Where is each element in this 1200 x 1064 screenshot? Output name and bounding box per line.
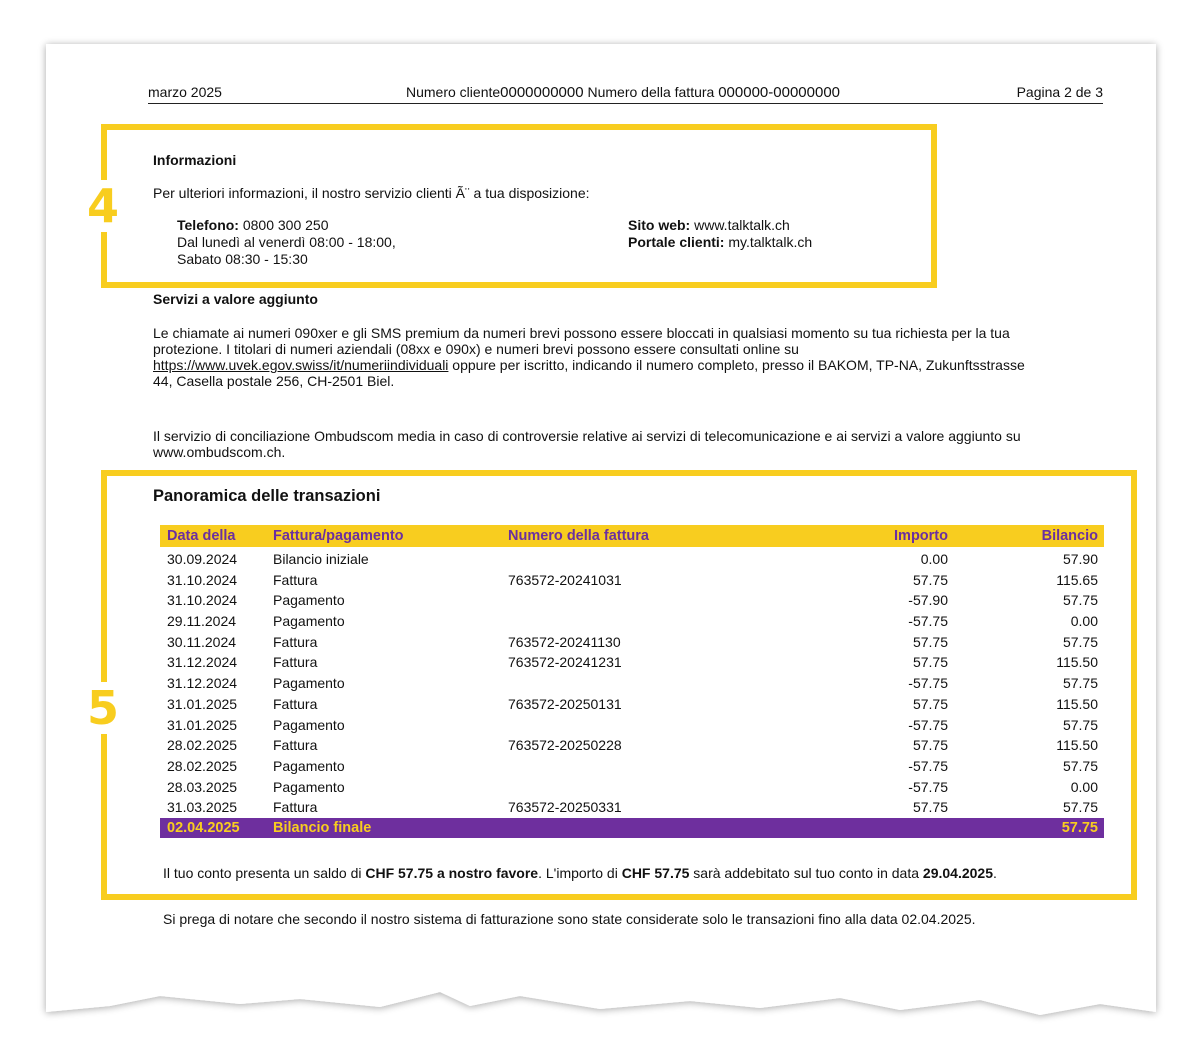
- vas-paragraph-1: [153, 325, 1083, 389]
- table-row: [160, 777, 1104, 798]
- row-balance: 57.75: [1062, 633, 1098, 650]
- web-label: Sito web:: [628, 217, 691, 233]
- final-label: Bilancio finale: [273, 820, 372, 836]
- row-amount: -57.75: [908, 613, 948, 630]
- row-balance: 57.75: [1062, 757, 1098, 774]
- header-divider: [148, 103, 1103, 104]
- summary-amount1: CHF 57.75 a nostro favore: [365, 865, 539, 881]
- row-date: 31.01.2025: [167, 695, 238, 712]
- row-type: Pagamento: [273, 675, 345, 692]
- vas-paragraph-2: [153, 428, 1083, 460]
- table-row: [160, 673, 1104, 694]
- vas-p1-line1: Le chiamate ai numeri 090xer e gli SMS premium da numeri brevi possono essere bloccati in qualsiasi momento su tua richiesta per la tua: [153, 325, 1010, 341]
- balance-summary: [163, 865, 997, 881]
- row-amount: 57.75: [912, 571, 948, 588]
- row-balance: 115.65: [1056, 571, 1098, 588]
- row-balance: 57.90: [1062, 551, 1098, 567]
- table-row: [160, 715, 1104, 736]
- row-date: 28.03.2025: [167, 778, 238, 795]
- vas-p1-line4: 44, Casella postale 256, CH-2501 Biel.: [153, 373, 395, 389]
- summary-part4: .: [992, 865, 997, 881]
- row-type: Fattura: [273, 633, 318, 650]
- row-balance: 115.50: [1056, 737, 1098, 754]
- vas-p2-line2[interactable]: www.ombudscom.ch.: [153, 444, 286, 460]
- header-customer-invoice: [406, 84, 840, 101]
- row-invoice-number: 763572-20250131: [508, 695, 622, 712]
- col-type: Fattura/pagamento: [273, 528, 404, 544]
- row-amount: 57.75: [912, 799, 948, 816]
- web-value[interactable]: www.talktalk.ch: [694, 217, 790, 233]
- vas-p1-line3: oppure per iscritto, indicando il numero completo, presso il BAKOM, TP-NA, Zukunftsstrasse: [448, 357, 1025, 373]
- table-row: [160, 694, 1104, 715]
- row-amount: 0.00: [920, 551, 948, 567]
- invoice-number: 000000-00000000: [718, 84, 841, 101]
- table-row: [160, 797, 1104, 818]
- row-date: 31.10.2024: [167, 571, 238, 588]
- row-amount: -57.75: [908, 675, 948, 692]
- vas-p2-line1: Il servizio di conciliazione Ombudscom media in caso di controversie relative ai servizi di telecomunicazione e ai servizi a valore aggiunto su: [153, 428, 1021, 444]
- row-balance: 57.75: [1062, 799, 1098, 816]
- row-balance: 115.50: [1056, 654, 1098, 671]
- row-balance: 115.50: [1056, 695, 1098, 712]
- phone-value: 0800 300 250: [242, 217, 329, 233]
- customer-number: 0000000000: [500, 84, 584, 101]
- hours-weekday: Dal lunedì al venerdì 08:00 - 18:00,: [177, 234, 396, 250]
- final-date: 02.04.2025: [167, 820, 240, 836]
- summary-part1: Il tuo conto presenta un saldo di: [163, 865, 366, 881]
- row-date: 30.11.2024: [167, 633, 237, 650]
- row-date: 31.12.2024: [167, 675, 238, 692]
- vas-title: Servizi a valore aggiunto: [153, 291, 318, 307]
- table-row: [160, 570, 1104, 591]
- row-balance: 0.00: [1070, 778, 1098, 795]
- vas-p1-line2: protezione. I titolari di numeri aziendali (08xx e 090x) e numeri brevi possono essere consultati online su: [153, 341, 799, 357]
- row-type: Bilancio iniziale: [273, 551, 369, 567]
- row-date: 31.03.2025: [167, 799, 238, 816]
- row-amount: 57.75: [912, 633, 948, 650]
- row-amount: -57.90: [908, 592, 948, 609]
- customer-number-label: Numero cliente: [406, 84, 501, 100]
- col-amount: Importo: [894, 528, 948, 544]
- row-date: 29.11.2024: [167, 613, 237, 630]
- table-row: [160, 611, 1104, 632]
- summary-amount2: CHF 57.75: [621, 865, 690, 881]
- portal-label: Portale clienti:: [628, 234, 725, 250]
- row-invoice-number: 763572-20241231: [508, 654, 622, 671]
- header-date: marzo 2025: [148, 84, 222, 100]
- row-date: 31.01.2025: [167, 716, 238, 733]
- invoice-number-label: Numero della fattura: [587, 84, 715, 100]
- table-row: [160, 652, 1104, 673]
- row-amount: 57.75: [912, 737, 948, 754]
- final-balance: 57.75: [1061, 820, 1098, 836]
- col-invoice-number: Numero della fattura: [508, 528, 649, 544]
- summary-part2: . L'importo di: [538, 865, 622, 881]
- row-balance: 0.00: [1070, 613, 1098, 630]
- final-balance-row: [160, 818, 1104, 838]
- row-invoice-number: 763572-20241031: [508, 571, 622, 588]
- row-invoice-number: 763572-20250331: [508, 799, 622, 816]
- row-type: Pagamento: [273, 778, 345, 795]
- row-type: Pagamento: [273, 592, 345, 609]
- row-type: Fattura: [273, 571, 318, 588]
- row-type: Pagamento: [273, 757, 345, 774]
- row-invoice-number: 763572-20250228: [508, 737, 622, 754]
- transactions-title: Panoramica delle transazioni: [153, 487, 381, 505]
- row-amount: -57.75: [908, 716, 948, 733]
- row-balance: 57.75: [1062, 675, 1098, 692]
- row-date: 28.02.2025: [167, 757, 238, 774]
- transactions-note: Si prega di notare che secondo il nostro sistema di fatturazione sono state considerate solo le transazioni fino alla data 02.04.2025.: [163, 911, 976, 927]
- col-balance: Bilancio: [1041, 528, 1098, 544]
- row-amount: 57.75: [912, 695, 948, 712]
- row-type: Fattura: [273, 737, 318, 754]
- row-date: 30.09.2024: [167, 551, 238, 567]
- row-type: Fattura: [273, 695, 318, 712]
- transactions-table-body: [160, 549, 1104, 818]
- table-row: [160, 590, 1104, 611]
- row-amount: 57.75: [912, 654, 948, 671]
- row-amount: -57.75: [908, 778, 948, 795]
- summary-date: 29.04.2025: [922, 865, 993, 881]
- table-row: [160, 756, 1104, 777]
- row-date: 28.02.2025: [167, 737, 238, 754]
- contact-web-block: [628, 217, 812, 251]
- table-row: [160, 632, 1104, 653]
- row-invoice-number: 763572-20241130: [508, 633, 621, 650]
- info-title: Informazioni: [153, 152, 237, 168]
- header-page-number: Pagina 2 de 3: [1016, 84, 1103, 100]
- row-type: Pagamento: [273, 613, 345, 630]
- table-row: [160, 735, 1104, 756]
- marker-5: 5: [87, 681, 120, 735]
- marker-4: 4: [87, 179, 120, 233]
- row-type: Fattura: [273, 654, 318, 671]
- row-date: 31.12.2024: [167, 654, 238, 671]
- phone-label: Telefono:: [177, 217, 239, 233]
- col-date: Data della: [167, 528, 236, 544]
- portal-value[interactable]: my.talktalk.ch: [728, 234, 813, 250]
- transactions-table-header: [160, 525, 1104, 547]
- hours-saturday: Sabato 08:30 - 15:30: [177, 251, 308, 267]
- row-date: 31.10.2024: [167, 592, 238, 609]
- info-intro: Per ulteriori informazioni, il nostro servizio clienti Ã¨ a tua disposizione:: [153, 185, 590, 201]
- row-balance: 57.75: [1062, 716, 1098, 733]
- summary-part3: sarà addebitato sul tuo conto in data: [689, 865, 923, 881]
- row-type: Pagamento: [273, 716, 345, 733]
- contact-phone-block: [177, 217, 396, 268]
- row-type: Fattura: [273, 799, 318, 816]
- row-amount: -57.75: [908, 757, 948, 774]
- table-row: [160, 549, 1104, 570]
- uvek-link[interactable]: https://www.uvek.egov.swiss/it/numeriindividuali: [153, 357, 449, 373]
- row-balance: 57.75: [1062, 592, 1098, 609]
